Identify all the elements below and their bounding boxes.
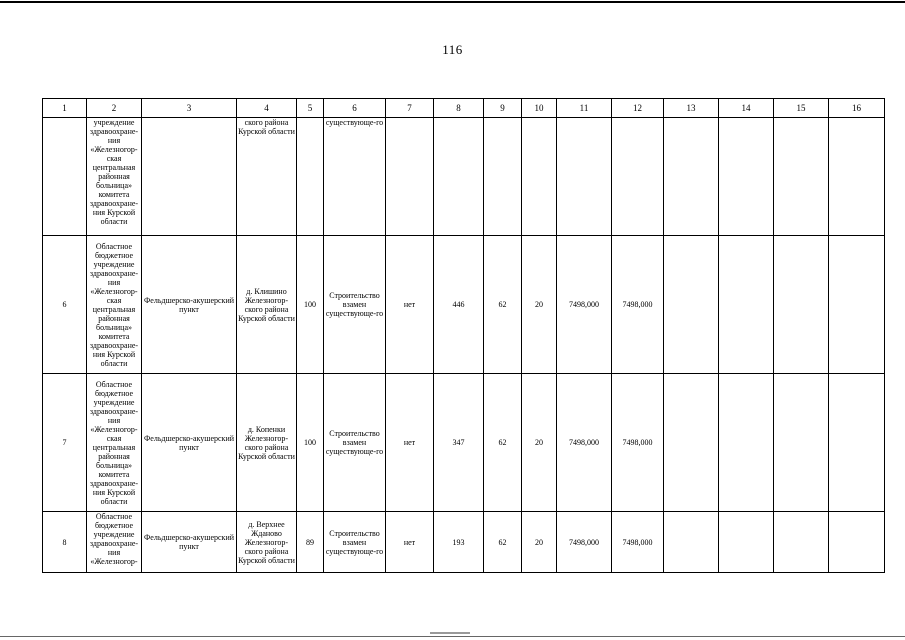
cell-col14	[719, 236, 774, 374]
cell-col9: 62	[484, 236, 522, 374]
header-cell: 13	[664, 99, 719, 118]
header-cell: 3	[142, 99, 237, 118]
table-row	[43, 236, 885, 374]
bottom-edge-line	[0, 636, 905, 637]
header-row	[43, 99, 885, 118]
data-table	[42, 98, 885, 573]
cell-col12	[612, 118, 664, 236]
cell-facility: Фельдшерско-акушерский пункт	[142, 374, 237, 512]
cell-col10: 20	[522, 512, 557, 573]
cell-col16	[829, 374, 885, 512]
header-cell: 8	[434, 99, 484, 118]
header-cell: 15	[774, 99, 829, 118]
cell-col15	[774, 236, 829, 374]
cell-num: 6	[43, 236, 87, 374]
header-cell: 11	[557, 99, 612, 118]
table-row	[43, 374, 885, 512]
cell-col7: нет	[386, 236, 434, 374]
top-border-line	[0, 1, 905, 3]
header-cell: 12	[612, 99, 664, 118]
cell-facility	[142, 118, 237, 236]
cell-num: 8	[43, 512, 87, 573]
cell-num	[43, 118, 87, 236]
cell-col12: 7498,000	[612, 374, 664, 512]
cell-location: д. Копенки Железногор-ского района Курской области	[237, 374, 297, 512]
cell-location: ского района Курской области	[237, 118, 297, 236]
cell-col11: 7498,000	[557, 374, 612, 512]
header-cell: 4	[237, 99, 297, 118]
cell-col7	[386, 118, 434, 236]
cell-activity: Строительство взамен существующе-го	[324, 512, 386, 573]
header-cell: 16	[829, 99, 885, 118]
cell-col5: 100	[297, 374, 324, 512]
cell-col12: 7498,000	[612, 236, 664, 374]
cell-col9: 62	[484, 374, 522, 512]
scan-artifact	[430, 632, 470, 634]
cell-col7: нет	[386, 374, 434, 512]
cell-col5: 89	[297, 512, 324, 573]
cell-col8: 347	[434, 374, 484, 512]
cell-activity: существующе-го	[324, 118, 386, 236]
cell-col10: 20	[522, 374, 557, 512]
cell-col7: нет	[386, 512, 434, 573]
cell-col9: 62	[484, 512, 522, 573]
cell-col8: 193	[434, 512, 484, 573]
cell-col15	[774, 374, 829, 512]
cell-col10: 20	[522, 236, 557, 374]
page-number: 116	[442, 42, 463, 57]
header-cell: 1	[43, 99, 87, 118]
cell-col8	[434, 118, 484, 236]
table-row-continuation	[43, 118, 885, 236]
cell-col5: 100	[297, 236, 324, 374]
cell-col10	[522, 118, 557, 236]
table-row	[43, 512, 885, 573]
cell-col16	[829, 118, 885, 236]
cell-facility: Фельдшерско-акушерский пункт	[142, 236, 237, 374]
cell-organization: Областное бюджетное учреждение здравоохране-ния «Железногор-ская центральная районная больница» комитета здравоохране-ния Курской области	[87, 374, 142, 512]
header-cell: 2	[87, 99, 142, 118]
cell-col13	[664, 236, 719, 374]
cell-col11	[557, 118, 612, 236]
cell-col13	[664, 374, 719, 512]
cell-col11: 7498,000	[557, 512, 612, 573]
cell-col11: 7498,000	[557, 236, 612, 374]
header-cell: 5	[297, 99, 324, 118]
cell-col13	[664, 512, 719, 573]
cell-col9	[484, 118, 522, 236]
cell-location: д. Клишино Железногор-ского района Курской области	[237, 236, 297, 374]
header-cell: 10	[522, 99, 557, 118]
cell-col15	[774, 512, 829, 573]
cell-col16	[829, 512, 885, 573]
cell-organization: Областное бюджетное учреждение здравоохране-ния «Железногор-ская центральная районная больница» комитета здравоохране-ния Курской области	[87, 236, 142, 374]
cell-col5	[297, 118, 324, 236]
cell-col16	[829, 236, 885, 374]
cell-facility: Фельдшерско-акушерский пункт	[142, 512, 237, 573]
header-cell: 7	[386, 99, 434, 118]
cell-col13	[664, 118, 719, 236]
cell-col14	[719, 118, 774, 236]
cell-col8: 446	[434, 236, 484, 374]
cell-activity: Строительство взамен существующе-го	[324, 374, 386, 512]
cell-num: 7	[43, 374, 87, 512]
cell-col15	[774, 118, 829, 236]
cell-activity: Строительство взамен существующе-го	[324, 236, 386, 374]
cell-location: д. Верхнее Жданово Железногор-ского района Курской области	[237, 512, 297, 573]
cell-col14	[719, 374, 774, 512]
cell-organization: Областное бюджетное учреждение здравоохране-ния «Железногор-	[87, 512, 142, 573]
cell-col14	[719, 512, 774, 573]
cell-col12: 7498,000	[612, 512, 664, 573]
header-cell: 14	[719, 99, 774, 118]
header-cell: 6	[324, 99, 386, 118]
cell-organization: учреждение здравоохране-ния «Железногор-ская центральная районная больница» комитета здравоохране-ния Курской области	[87, 118, 142, 236]
header-cell: 9	[484, 99, 522, 118]
